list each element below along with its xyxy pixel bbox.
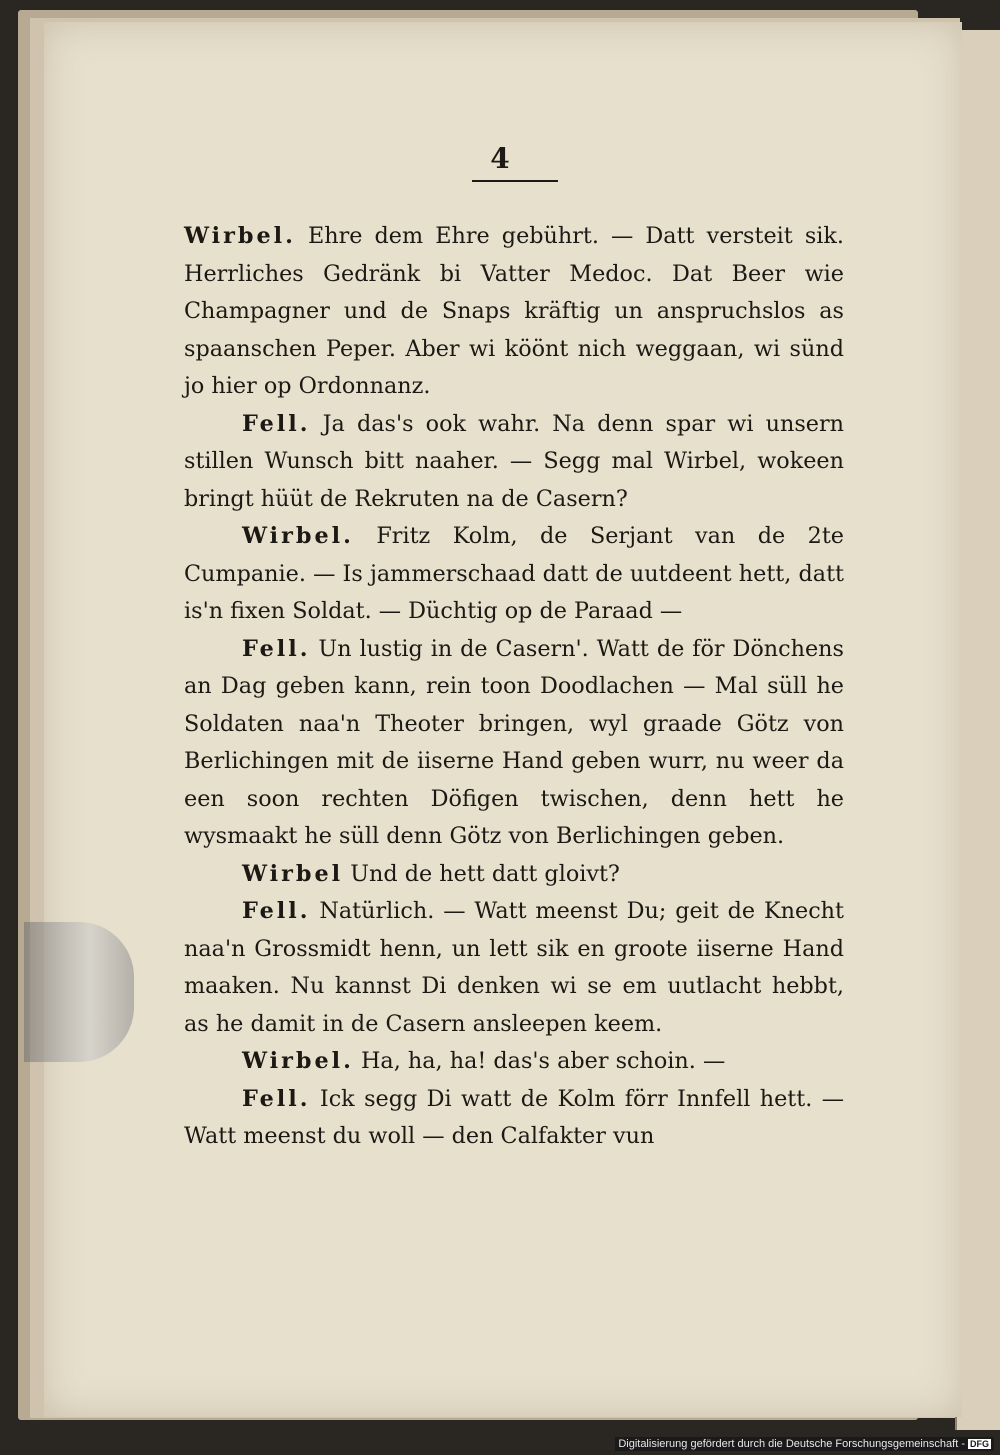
speech-text: Ehre dem Ehre gebührt. — Datt versteit sik. Herrliches Gedränk bi Vatter Medoc. Dat Beer wie Champagner und de Snaps kräftig un anspruchslos as spaanschen Peper. Aber wi köönt nich weggaan, wi sünd jo hier op Ordonnanz. xyxy=(184,223,844,399)
speaker-name: Wirbel xyxy=(242,860,344,887)
dialogue-paragraph xyxy=(184,406,844,519)
dialogue-paragraph xyxy=(184,1081,844,1156)
speech-text: Ick segg Di watt de Kolm förr Innfell hett. — Watt meenst du woll — den Calfakter vun xyxy=(184,1085,844,1149)
clip-holder xyxy=(24,922,134,1062)
speech-text: Natürlich. — Watt meenst Du; geit de Knecht naa'n Grossmidt henn, un lett sik en groote iiserne Hand maaken. Nu kannst Di denken wi se em uutlacht hebbt, as he damit in de Casern ansleepen keem. xyxy=(184,898,844,1037)
speaker-name: Wirbel. xyxy=(184,223,296,249)
speech-text: Ja das's ook wahr. Na denn spar wi unsern stillen Wunsch bitt naaher. — Segg mal Wirbel, wokeen bringt hüüt de Rekruten na de Casern? xyxy=(184,410,844,512)
speaker-name: Fell. xyxy=(242,410,311,437)
speaker-name: Fell. xyxy=(242,635,311,662)
speech-text: Ha, ha, ha! das's aber schoin. — xyxy=(353,1048,726,1074)
dialogue-paragraph xyxy=(184,218,844,406)
dfg-logo: DFG xyxy=(970,1439,989,1449)
dialogue-paragraph xyxy=(184,856,844,894)
dialogue-paragraph xyxy=(184,893,844,1043)
digitization-credit xyxy=(615,1437,994,1451)
speech-text: Fritz Kolm, de Serjant van de 2te Cumpanie. — Is jammerschaad datt de uutdeent hett, datt is'n fixen Soldat. — Düchtig op de Paraad — xyxy=(184,523,844,624)
speaker-name: Fell. xyxy=(242,898,311,924)
credit-text: Digitalisierung gefördert durch die Deutsche Forschungsgemeinschaft - xyxy=(618,1438,965,1450)
speaker-name: Wirbel. xyxy=(242,523,354,549)
speaker-name: Wirbel. xyxy=(242,1048,354,1074)
dialogue-paragraph xyxy=(184,631,844,856)
dialogue-text xyxy=(184,218,844,1156)
speaker-name: Fell. xyxy=(242,1085,311,1112)
page-number-rule xyxy=(472,180,558,182)
speech-text: Und de hett datt gloivt? xyxy=(343,860,620,887)
speech-text: Un lustig in de Casern'. Watt de för Dönchens an Dag geben kann, rein toon Doodlachen — Mal süll he Soldaten naa'n Theoter bringen, wyl graade Götz von Berlichingen mit de iiserne Hand geben wurr, nu weer da een soon rechten Döfigen twischen, denn hett he wysmaakt he süll denn Götz von Berlichingen geben. xyxy=(184,635,844,849)
page-number: 4 xyxy=(490,142,510,175)
dialogue-paragraph xyxy=(184,1043,844,1081)
dialogue-paragraph xyxy=(184,518,844,631)
